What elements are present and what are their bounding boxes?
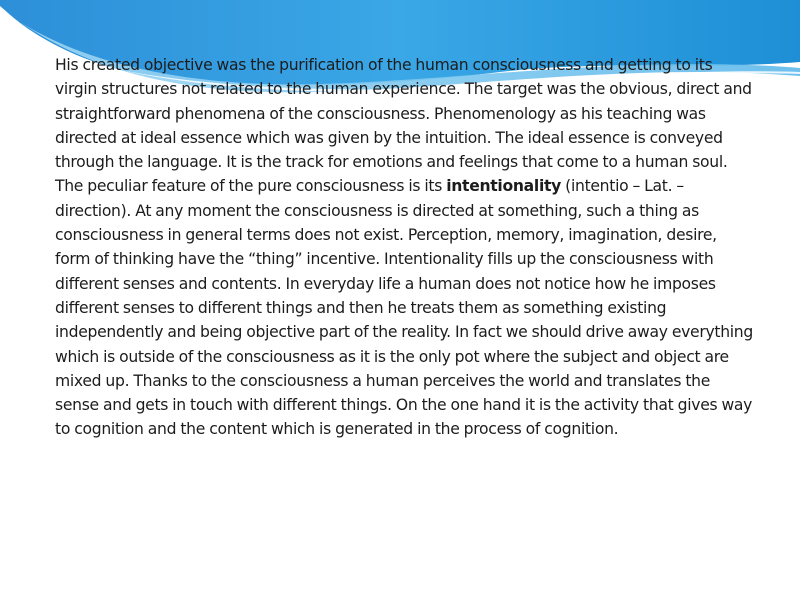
paragraph-2 — [55, 174, 755, 441]
body-text — [55, 53, 755, 442]
paragraph-1: His created objective was the purification of the human consciousness and getting to its virgin structures not related to the human experience. The target was the obvious, direct and straightforward phenomena of the consciousness. Phenomenology as his teaching was directed at ideal essence which was given by the intuition. The ideal essence is conveyed through the language. It is the track for emotions and feelings that come to a human soul. — [55, 56, 752, 172]
intentionality-term: intentionality — [446, 177, 562, 196]
paragraph-2-start: The peculiar feature of the pure consciousness is its — [55, 177, 447, 196]
paragraph-2-rest: (intentio – Lat. – direction). At any moment the consciousness is directed at something, such a thing as consciousness in general terms does not exist. Perception, memory, imagination, desire, form of thinking have the “thing” incentive. Intentionality fills up the consciousness with different senses and contents. In everyday life a human does not notice how he imposes different senses to different things and then he treats them as something existing independently and being objective part of the reality. In fact we should drive away everything which is outside of the consciousness as it is the only pot where the subject and object are mixed up. Thanks to the consciousness a human perceives the world and translates the sense and gets in touch with different things. On the one hand it is the activity that gives way to cognition and the content which is generated in the process of cognition. — [55, 177, 753, 439]
